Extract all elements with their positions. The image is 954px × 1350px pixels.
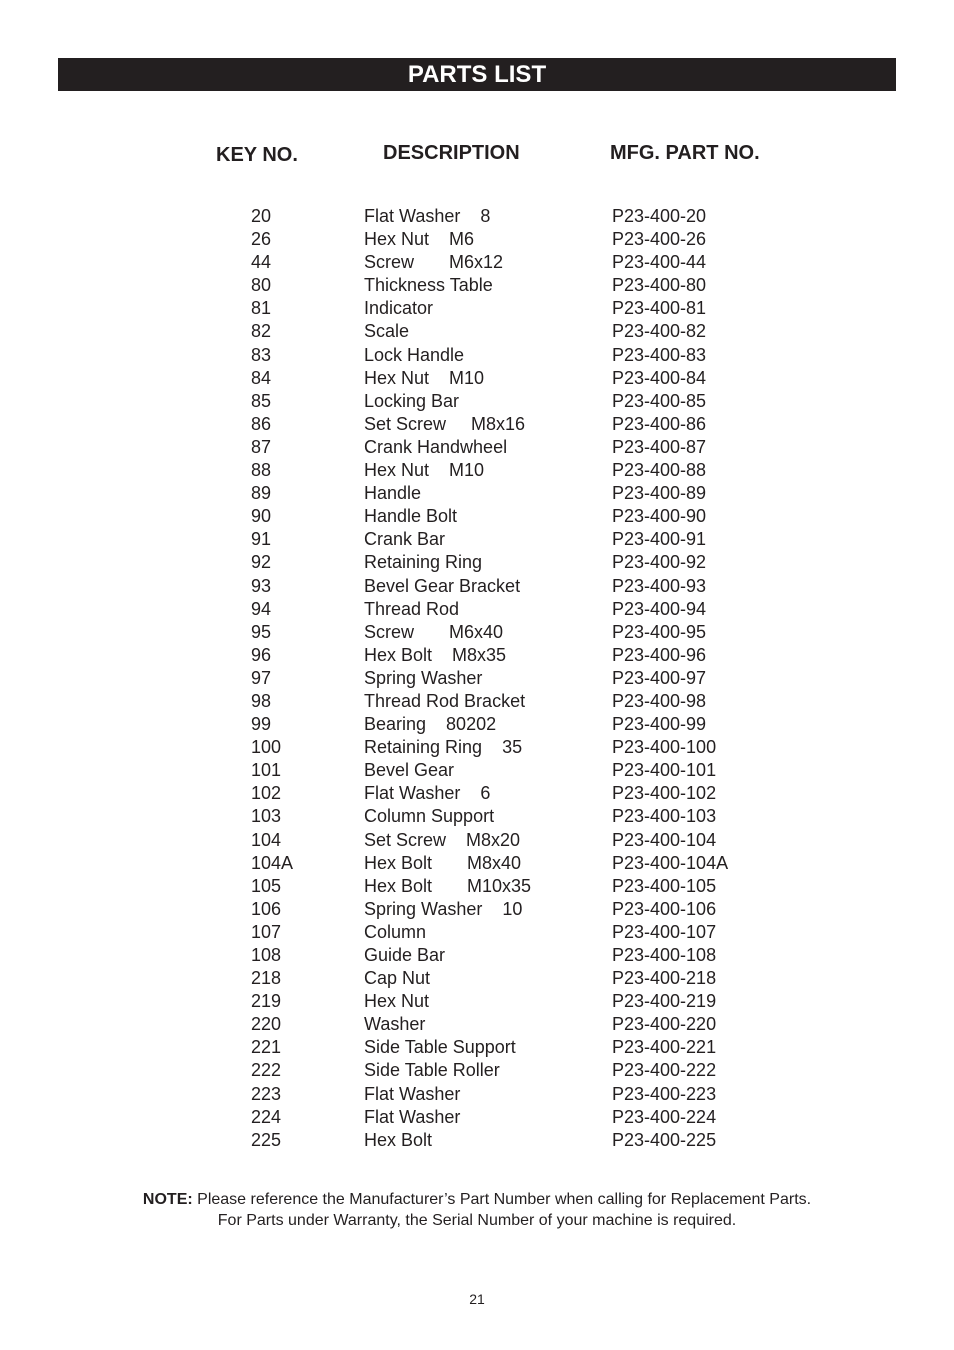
part-number-cell: P23-400-84 — [612, 367, 707, 388]
part-number-cell: P23-400-89 — [612, 483, 707, 504]
part-number-cell: P23-400-98 — [612, 690, 707, 711]
note-text-1: Please reference the Manufacturer’s Part Number when calling for Replacement Parts. — [192, 1191, 812, 1208]
table-row — [0, 967, 954, 990]
key-cell: 101 — [251, 760, 282, 781]
part-number-cell: P23-400-99 — [612, 714, 707, 735]
header-key-no: KEY NO. — [216, 144, 298, 166]
table-row — [0, 667, 954, 690]
part-number-cell: P23-400-95 — [612, 621, 707, 642]
page-title: PARTS LIST — [58, 58, 896, 91]
description-cell: Side Table Roller — [364, 1060, 500, 1081]
table-row — [0, 344, 954, 367]
description-cell: Handle — [364, 483, 422, 504]
description-cell: Hex Nut — [364, 991, 430, 1012]
part-number-cell: P23-400-91 — [612, 529, 707, 550]
table-row — [0, 690, 954, 713]
description-cell: Scale — [364, 321, 410, 342]
description-cell: Crank Handwheel — [364, 436, 508, 457]
page-number: 21 — [469, 1291, 485, 1307]
description-cell: Thread Rod — [364, 598, 460, 619]
part-number-cell: P23-400-224 — [612, 1106, 717, 1127]
key-cell: 94 — [251, 598, 272, 619]
table-row — [0, 390, 954, 413]
part-number-cell: P23-400-102 — [612, 783, 717, 804]
table-row — [0, 1083, 954, 1106]
description-cell: Bevel Gear Bracket — [364, 575, 521, 596]
table-row — [0, 736, 954, 759]
table-row — [0, 320, 954, 343]
part-number-cell: P23-400-96 — [612, 644, 707, 665]
table-row — [0, 367, 954, 390]
key-cell: 85 — [251, 390, 272, 411]
key-cell: 20 — [251, 206, 272, 226]
key-cell: 91 — [251, 529, 272, 550]
key-cell: 102 — [251, 783, 282, 804]
part-number-cell: P23-400-108 — [612, 945, 717, 965]
part-number-cell: P23-400-219 — [612, 991, 717, 1012]
key-cell: 104 — [251, 829, 282, 850]
key-cell: 82 — [251, 321, 272, 342]
key-cell: 222 — [251, 1060, 282, 1081]
table-row — [0, 852, 954, 875]
description-cell: Flat Washer — [364, 1083, 461, 1104]
description-cell: Thread Rod Bracket — [364, 690, 526, 711]
key-cell: 220 — [251, 1014, 282, 1035]
description-cell: Hex Nut M6 — [364, 229, 475, 250]
table-row — [0, 598, 954, 621]
part-number-cell: P23-400-88 — [612, 460, 707, 481]
table-row — [0, 805, 954, 828]
part-number-cell: P23-400-105 — [612, 875, 717, 896]
table-row — [0, 1129, 954, 1152]
note-line-1 — [60, 1189, 894, 1210]
key-cell: 83 — [251, 344, 272, 365]
description-cell: Flat Washer 8 — [364, 206, 491, 226]
table-row — [0, 505, 954, 528]
description-cell: Hex Bolt M8x40 — [364, 852, 522, 873]
key-cell: 107 — [251, 921, 282, 942]
table-row — [0, 898, 954, 921]
key-cell: 99 — [251, 714, 272, 735]
key-cell: 98 — [251, 690, 272, 711]
part-number-cell: P23-400-90 — [612, 506, 707, 527]
key-cell: 84 — [251, 367, 272, 388]
table-row — [0, 829, 954, 852]
key-cell: 88 — [251, 460, 272, 481]
description-cell: Bevel Gear — [364, 760, 455, 781]
key-cell: 104A — [251, 852, 294, 873]
key-cell: 26 — [251, 229, 272, 250]
table-row — [0, 413, 954, 436]
key-cell: 221 — [251, 1037, 282, 1058]
table-row — [0, 251, 954, 274]
table-row — [0, 759, 954, 782]
key-cell: 90 — [251, 506, 272, 527]
description-cell: Retaining Ring — [364, 552, 483, 573]
key-cell: 219 — [251, 991, 282, 1012]
part-number-cell: P23-400-221 — [612, 1037, 717, 1058]
part-number-cell: P23-400-20 — [612, 206, 707, 226]
table-row — [0, 990, 954, 1013]
description-cell: Set Screw M8x20 — [364, 829, 521, 850]
description-cell: Handle Bolt — [364, 506, 458, 527]
table-row — [0, 1036, 954, 1059]
table-row — [0, 575, 954, 598]
note-label: NOTE: — [142, 1191, 193, 1208]
description-cell: Crank Bar — [364, 529, 446, 550]
description-cell: Hex Nut M10 — [364, 367, 485, 388]
key-cell: 224 — [251, 1106, 282, 1127]
part-number-cell: P23-400-80 — [612, 275, 707, 296]
key-cell: 92 — [251, 552, 272, 573]
table-row — [0, 551, 954, 574]
part-number-cell: P23-400-103 — [612, 806, 717, 827]
table-row — [0, 713, 954, 736]
part-number-cell: P23-400-104A — [612, 852, 729, 873]
part-number-cell: P23-400-44 — [612, 252, 707, 273]
part-number-cell: P23-400-85 — [612, 390, 707, 411]
key-cell: 103 — [251, 806, 282, 827]
table-row — [0, 436, 954, 459]
table-row — [0, 875, 954, 898]
description-cell: Hex Nut M10 — [364, 460, 485, 481]
description-cell: Guide Bar — [364, 945, 446, 965]
header-description: DESCRIPTION — [383, 142, 520, 164]
description-cell: Hex Bolt — [364, 1129, 433, 1150]
table-row — [0, 782, 954, 805]
key-cell: 105 — [251, 875, 282, 896]
key-cell: 97 — [251, 667, 272, 688]
key-cell: 89 — [251, 483, 272, 504]
key-cell: 106 — [251, 898, 282, 919]
table-row — [0, 274, 954, 297]
key-cell: 108 — [251, 945, 282, 965]
description-cell: Screw M6x12 — [364, 252, 504, 273]
part-number-cell: P23-400-107 — [612, 921, 717, 942]
key-cell: 218 — [251, 968, 282, 989]
key-cell: 44 — [251, 252, 272, 273]
key-cell: 95 — [251, 621, 272, 642]
description-cell: Spring Washer 10 — [364, 898, 523, 919]
header-mfg-part-no: MFG. PART NO. — [610, 142, 760, 164]
part-number-cell: P23-400-100 — [612, 737, 717, 758]
part-number-cell: P23-400-223 — [612, 1083, 717, 1104]
part-number-cell: P23-400-225 — [612, 1129, 717, 1150]
description-cell: Bearing 80202 — [364, 714, 497, 735]
table-row — [0, 1013, 954, 1036]
key-cell: 93 — [251, 575, 272, 596]
description-cell: Column — [364, 921, 427, 942]
table-row — [0, 297, 954, 320]
description-cell: Flat Washer 6 — [364, 783, 491, 804]
description-cell: Locking Bar — [364, 390, 460, 411]
description-cell: Flat Washer — [364, 1106, 461, 1127]
part-number-cell: P23-400-101 — [612, 760, 717, 781]
part-number-cell: P23-400-82 — [612, 321, 707, 342]
description-cell: Column Support — [364, 806, 495, 827]
part-number-cell: P23-400-106 — [612, 898, 717, 919]
key-cell: 86 — [251, 413, 272, 434]
table-row — [0, 459, 954, 482]
part-number-cell: P23-400-87 — [612, 436, 707, 457]
part-number-cell: P23-400-97 — [612, 667, 707, 688]
part-number-cell: P23-400-218 — [612, 968, 717, 989]
description-cell: Lock Handle — [364, 344, 465, 365]
key-cell: 223 — [251, 1083, 282, 1104]
key-cell: 100 — [251, 737, 282, 758]
description-cell: Cap Nut — [364, 968, 431, 989]
part-number-cell: P23-400-83 — [612, 344, 707, 365]
table-row — [0, 205, 954, 228]
part-number-cell: P23-400-94 — [612, 598, 707, 619]
key-cell: 87 — [251, 436, 272, 457]
description-cell: Set Screw M8x16 — [364, 413, 526, 434]
table-row — [0, 621, 954, 644]
table-row — [0, 644, 954, 667]
table-row — [0, 921, 954, 944]
part-number-cell: P23-400-86 — [612, 413, 707, 434]
key-cell: 225 — [251, 1129, 282, 1150]
key-cell: 80 — [251, 275, 272, 296]
description-cell: Washer — [364, 1014, 426, 1035]
note-line-2: For Parts under Warranty, the Serial Number of your machine is required. — [217, 1212, 737, 1229]
part-number-cell: P23-400-222 — [612, 1060, 717, 1081]
description-cell: Side Table Support — [364, 1037, 516, 1058]
part-number-cell: P23-400-104 — [612, 829, 717, 850]
description-cell: Hex Bolt M10x35 — [364, 875, 532, 896]
description-cell: Indicator — [364, 298, 434, 319]
part-number-cell: P23-400-26 — [612, 229, 707, 250]
description-cell: Hex Bolt M8x35 — [364, 644, 507, 665]
key-cell: 96 — [251, 644, 272, 665]
part-number-cell: P23-400-81 — [612, 298, 707, 319]
table-row — [0, 1059, 954, 1082]
table-row — [0, 528, 954, 551]
description-cell: Screw M6x40 — [364, 621, 504, 642]
key-cell: 81 — [251, 298, 272, 319]
description-cell: Thickness Table — [364, 275, 493, 296]
part-number-cell: P23-400-220 — [612, 1014, 717, 1035]
table-row — [0, 228, 954, 251]
table-row — [0, 1106, 954, 1129]
table-row — [0, 482, 954, 505]
parts-table — [0, 205, 954, 1152]
part-number-cell: P23-400-93 — [612, 575, 707, 596]
part-number-cell: P23-400-92 — [612, 552, 707, 573]
description-cell: Spring Washer — [364, 667, 483, 688]
table-row — [0, 944, 954, 967]
description-cell: Retaining Ring 35 — [364, 737, 523, 758]
